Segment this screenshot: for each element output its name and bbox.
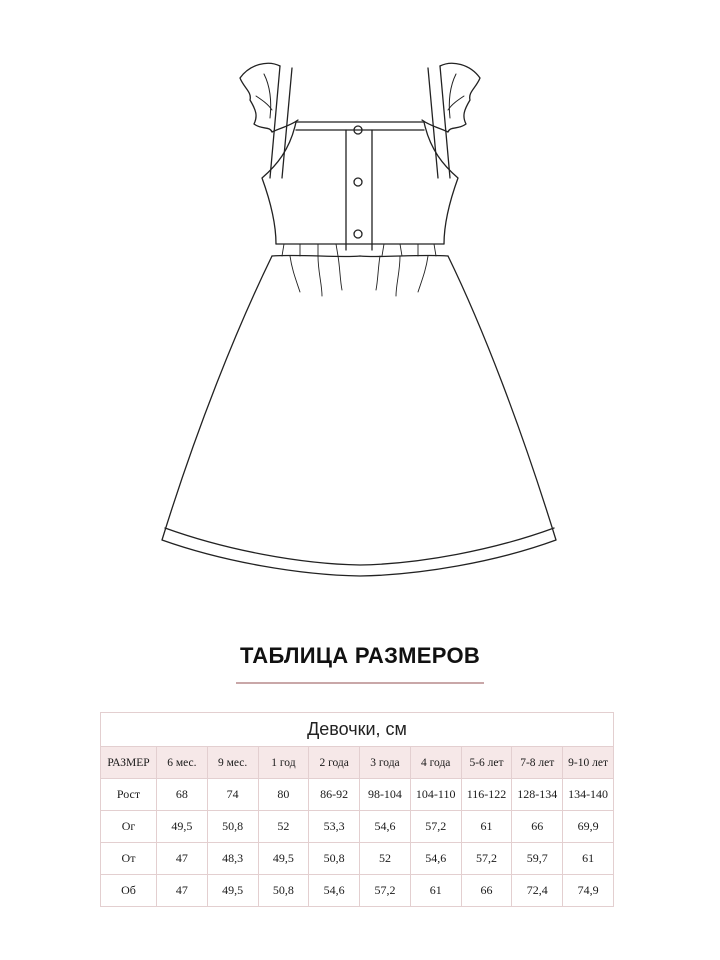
skirt-hem bbox=[165, 528, 554, 565]
table-cell: 68 bbox=[157, 779, 208, 811]
table-caption: Девочки, см bbox=[101, 713, 614, 747]
table-cell: 49,5 bbox=[157, 811, 208, 843]
column-header: 5-6 лет bbox=[461, 747, 512, 779]
button bbox=[354, 178, 362, 186]
title-underline bbox=[236, 682, 484, 684]
button bbox=[354, 230, 362, 238]
table-cell: 69,9 bbox=[563, 811, 614, 843]
table-cell: 128-134 bbox=[512, 779, 563, 811]
table-cell: 98-104 bbox=[360, 779, 411, 811]
table-cell: 59,7 bbox=[512, 843, 563, 875]
table-cell: 80 bbox=[258, 779, 309, 811]
row-label: Ог bbox=[101, 811, 157, 843]
table-cell: 72,4 bbox=[512, 875, 563, 907]
column-header: РАЗМЕР bbox=[101, 747, 157, 779]
table-cell: 134-140 bbox=[563, 779, 614, 811]
row-label: От bbox=[101, 843, 157, 875]
table-cell: 74,9 bbox=[563, 875, 614, 907]
table-cell: 104-110 bbox=[410, 779, 461, 811]
table-cell: 53,3 bbox=[309, 811, 360, 843]
column-header: 9-10 лет bbox=[563, 747, 614, 779]
table-cell: 49,5 bbox=[258, 843, 309, 875]
page-title: ТАБЛИЦА РАЗМЕРОВ bbox=[239, 643, 481, 668]
table-cell: 61 bbox=[563, 843, 614, 875]
column-header: 4 года bbox=[410, 747, 461, 779]
table-cell: 57,2 bbox=[360, 875, 411, 907]
table-cell: 74 bbox=[207, 779, 258, 811]
waistband bbox=[272, 244, 448, 257]
table-row bbox=[101, 779, 614, 811]
skirt bbox=[162, 256, 556, 576]
table-cell: 47 bbox=[157, 875, 208, 907]
table-cell: 54,6 bbox=[410, 843, 461, 875]
table-cell: 49,5 bbox=[207, 875, 258, 907]
column-header: 6 мес. bbox=[157, 747, 208, 779]
table-cell: 57,2 bbox=[461, 843, 512, 875]
dress-illustration bbox=[150, 55, 570, 585]
table-cell: 50,8 bbox=[258, 875, 309, 907]
table-cell: 48,3 bbox=[207, 843, 258, 875]
column-header: 2 года bbox=[309, 747, 360, 779]
bodice bbox=[262, 122, 458, 244]
table-header-row bbox=[101, 747, 614, 779]
row-label: Об bbox=[101, 875, 157, 907]
table-cell: 86-92 bbox=[309, 779, 360, 811]
table-cell: 52 bbox=[360, 843, 411, 875]
button-placket bbox=[346, 130, 372, 250]
table-cell: 116-122 bbox=[461, 779, 512, 811]
table-cell: 50,8 bbox=[207, 811, 258, 843]
column-header: 9 мес. bbox=[207, 747, 258, 779]
table-cell: 61 bbox=[410, 875, 461, 907]
table-cell: 66 bbox=[461, 875, 512, 907]
left-strap bbox=[270, 66, 292, 178]
size-table bbox=[100, 712, 614, 907]
table-row bbox=[101, 811, 614, 843]
table-cell: 47 bbox=[157, 843, 208, 875]
column-header: 1 год bbox=[258, 747, 309, 779]
table-cell: 66 bbox=[512, 811, 563, 843]
table-row bbox=[101, 843, 614, 875]
table-cell: 54,6 bbox=[360, 811, 411, 843]
row-label: Рост bbox=[101, 779, 157, 811]
column-header: 7-8 лет bbox=[512, 747, 563, 779]
table-cell: 57,2 bbox=[410, 811, 461, 843]
right-strap bbox=[428, 66, 450, 178]
table-cell: 54,6 bbox=[309, 875, 360, 907]
table-cell: 61 bbox=[461, 811, 512, 843]
table-cell: 50,8 bbox=[309, 843, 360, 875]
table-row bbox=[101, 875, 614, 907]
column-header: 3 года bbox=[360, 747, 411, 779]
table-cell: 52 bbox=[258, 811, 309, 843]
